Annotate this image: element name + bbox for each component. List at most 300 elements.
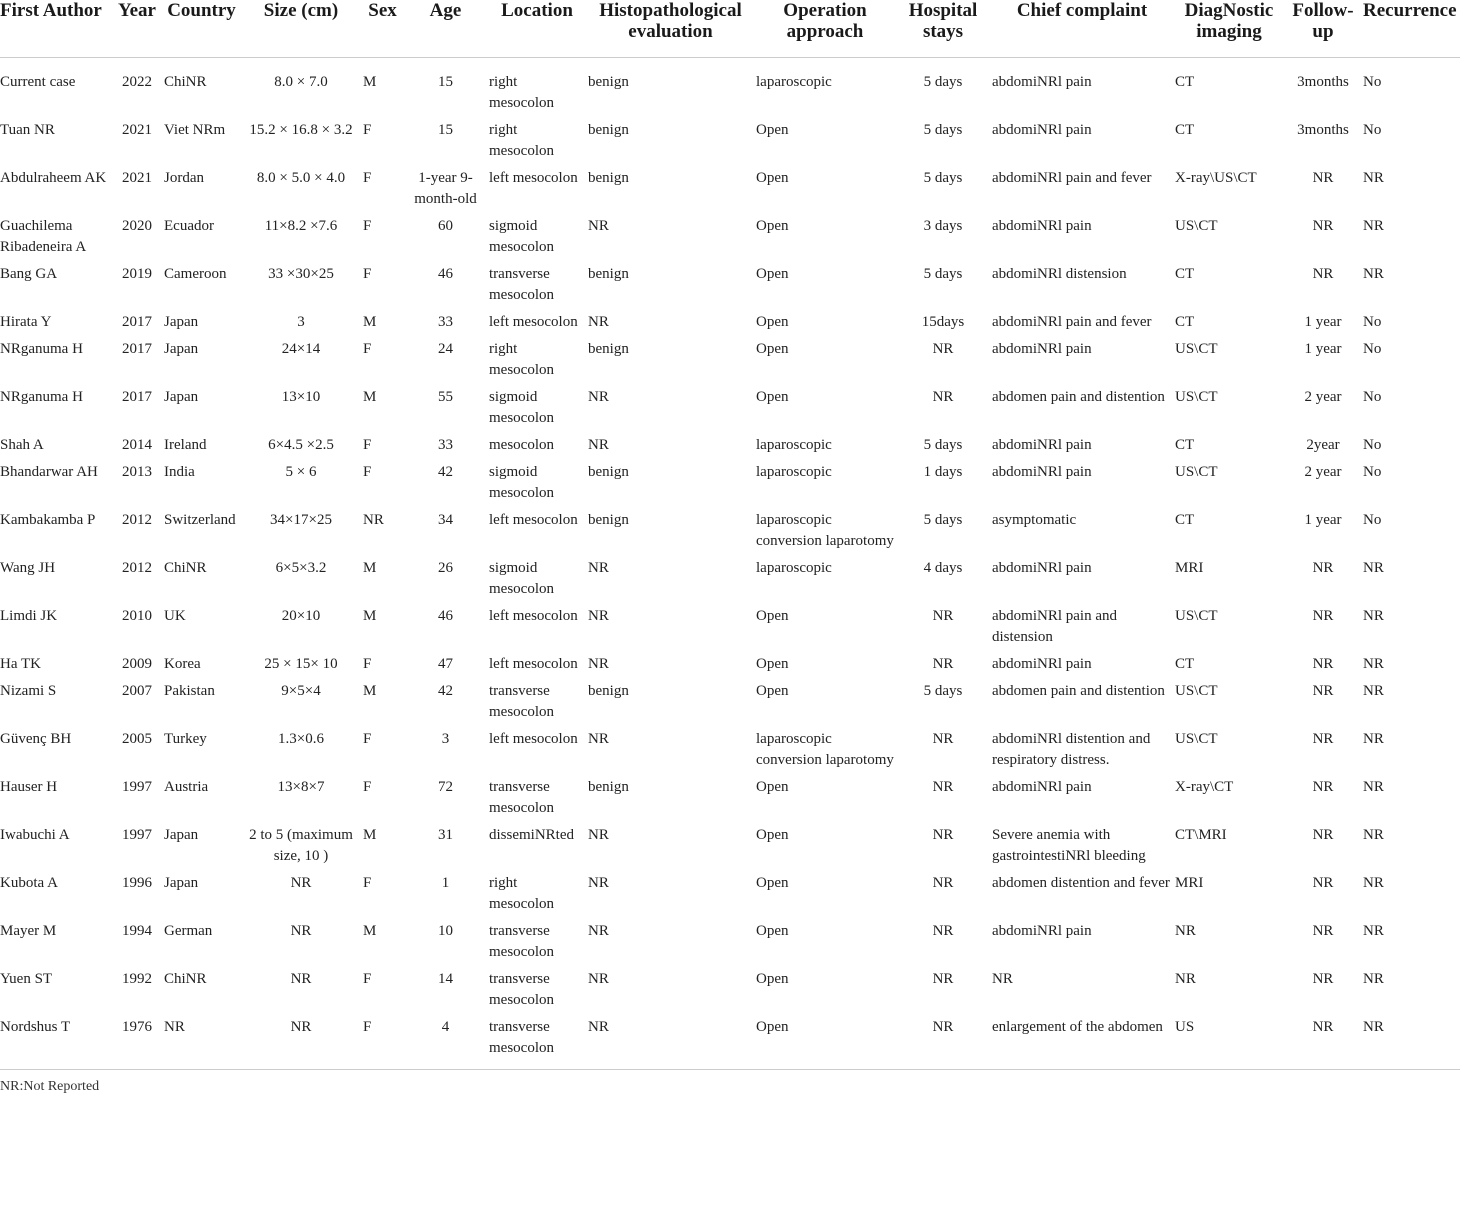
cell-recurrence: NR bbox=[1363, 560, 1384, 576]
cell-country: Ireland bbox=[164, 437, 207, 453]
cell-size: 6×5×3.2 bbox=[275, 560, 327, 576]
cell-operation-approach: laparoscopic bbox=[756, 560, 832, 576]
cell-follow-up: 1 year bbox=[1304, 512, 1342, 528]
cell-hospital-stays: 15days bbox=[921, 314, 965, 330]
cell-histopathology: NR bbox=[588, 827, 609, 843]
cell-chief-complaint: abdomiNRl pain bbox=[992, 341, 1092, 357]
cell-country: Austria bbox=[164, 779, 209, 795]
cell-sex: M bbox=[363, 827, 377, 843]
cell-follow-up: 2 year bbox=[1304, 389, 1342, 405]
cell-histopathology: benign bbox=[588, 512, 629, 528]
cell-year: 2013 bbox=[122, 464, 152, 480]
cell-country: Japan bbox=[164, 314, 199, 330]
cell-age: 42 bbox=[438, 464, 453, 480]
cell-size: 25 × 15× 10 bbox=[264, 656, 338, 672]
cell-chief-complaint: abdomiNRl pain bbox=[992, 560, 1092, 576]
table-row bbox=[0, 168, 1460, 216]
cell-histopathology: NR bbox=[588, 608, 609, 624]
table-row bbox=[0, 873, 1460, 921]
cell-chief-complaint: abdomiNRl pain and distension bbox=[992, 608, 1117, 645]
cell-chief-complaint: abdomiNRl pain and fever bbox=[992, 314, 1152, 330]
cell-recurrence: NR bbox=[1363, 218, 1384, 234]
cell-chief-complaint: asymptomatic bbox=[992, 512, 1077, 528]
table-row bbox=[0, 339, 1460, 387]
cell-first-author: Hirata Y bbox=[0, 314, 52, 330]
cell-diagnostic-imaging: CT bbox=[1175, 266, 1195, 282]
cell-size: 20×10 bbox=[281, 608, 321, 624]
cell-size: 1.3×0.6 bbox=[278, 731, 324, 747]
cell-follow-up: NR bbox=[1312, 266, 1334, 282]
cell-sex: F bbox=[363, 1017, 405, 1070]
cell-operation-approach: Open bbox=[756, 170, 789, 186]
table-row bbox=[0, 921, 1460, 969]
cell-operation-approach: Open bbox=[756, 923, 789, 939]
cell-hospital-stays: NR bbox=[932, 389, 954, 405]
cell-diagnostic-imaging: CT bbox=[1175, 74, 1195, 90]
cell-country: Korea bbox=[164, 656, 201, 672]
cell-hospital-stays: 5 days bbox=[923, 74, 963, 90]
cell-histopathology: NR bbox=[588, 656, 609, 672]
cell-year: 2012 bbox=[122, 560, 152, 576]
cell-hospital-stays: NR bbox=[932, 608, 954, 624]
cell-chief-complaint: abdomiNRl distension bbox=[992, 266, 1127, 282]
cell-first-author: Shah A bbox=[0, 437, 44, 453]
cell-size: 11×8.2 ×7.6 bbox=[264, 218, 338, 234]
table-row bbox=[0, 825, 1460, 873]
cell-recurrence: NR bbox=[1363, 875, 1384, 891]
cell-year: 2021 bbox=[122, 122, 152, 138]
cell-hospital-stays: NR bbox=[932, 731, 954, 747]
cell-hospital-stays: NR bbox=[932, 875, 954, 891]
cell-country: Jordan bbox=[164, 170, 204, 186]
cell-first-author: Güvenç BH bbox=[0, 731, 72, 747]
cell-operation-approach: Open bbox=[756, 341, 789, 357]
cell-sex: F bbox=[363, 464, 372, 480]
cell-diagnostic-imaging: NR bbox=[1175, 971, 1196, 987]
cell-first-author: Ha TK bbox=[0, 656, 41, 672]
cell-age: 26 bbox=[438, 560, 453, 576]
cell-recurrence: NR bbox=[1363, 656, 1384, 672]
cell-size: 9×5×4 bbox=[281, 683, 321, 699]
cell-age: 15 bbox=[438, 74, 453, 90]
table-row bbox=[0, 120, 1460, 168]
cell-first-author: Yuen ST bbox=[0, 971, 53, 987]
cell-operation-approach: Open bbox=[756, 608, 789, 624]
cell-recurrence: NR bbox=[1363, 779, 1384, 795]
cell-country: German bbox=[164, 923, 213, 939]
cell-chief-complaint: abdomen pain and distention bbox=[992, 389, 1165, 405]
cell-location: dissemiNRted bbox=[489, 827, 574, 843]
cell-hospital-stays: NR bbox=[932, 971, 954, 987]
cell-sex: M bbox=[363, 74, 377, 90]
cell-recurrence: NR bbox=[1363, 971, 1384, 987]
cell-location: left mesocolon bbox=[489, 656, 578, 672]
cell-hospital-stays: 3 days bbox=[923, 218, 963, 234]
header-year: Year bbox=[113, 0, 164, 58]
cell-size: 2 to 5 (maximum size, 10 ) bbox=[249, 827, 353, 864]
cell-country: UK bbox=[164, 608, 186, 624]
cell-location: sigmoid mesocolon bbox=[489, 560, 554, 597]
cell-recurrence: NR bbox=[1363, 683, 1384, 699]
cell-first-author: Kambakamba P bbox=[0, 512, 96, 528]
cell-first-author: NRganuma H bbox=[0, 389, 83, 405]
cell-year: 1996 bbox=[122, 875, 152, 891]
header-chief-complaint: Chief complaint bbox=[992, 0, 1175, 58]
cell-operation-approach: Open bbox=[756, 683, 789, 699]
cell-first-author: Kubota A bbox=[0, 875, 58, 891]
cell-size: 5 × 6 bbox=[285, 464, 317, 480]
header-histopathology: Histopathological evaluation bbox=[588, 0, 756, 58]
cell-first-author: Current case bbox=[0, 74, 76, 90]
cell-age: 31 bbox=[438, 827, 453, 843]
cell-country: ChiNR bbox=[164, 74, 207, 90]
cell-country: Pakistan bbox=[164, 683, 215, 699]
cell-size: 34×17×25 bbox=[270, 512, 332, 528]
cell-sex: F bbox=[363, 731, 372, 747]
cell-location: transverse mesocolon bbox=[489, 266, 554, 303]
cell-first-author: Nizami S bbox=[0, 683, 57, 699]
cell-operation-approach: Open bbox=[756, 218, 789, 234]
cell-hospital-stays: 5 days bbox=[923, 512, 963, 528]
cell-year: 2017 bbox=[122, 341, 152, 357]
cell-country: Switzerland bbox=[164, 512, 236, 528]
cell-sex: F bbox=[363, 266, 372, 282]
cell-hospital-stays: NR bbox=[932, 656, 954, 672]
cell-size: NR bbox=[290, 971, 312, 987]
cell-age: 15 bbox=[438, 122, 453, 138]
cell-follow-up: NR bbox=[1312, 875, 1334, 891]
cell-recurrence: NR bbox=[1363, 923, 1384, 939]
cell-year: 2014 bbox=[122, 437, 152, 453]
cell-chief-complaint: abdomiNRl pain bbox=[992, 656, 1092, 672]
cell-age: 55 bbox=[438, 389, 453, 405]
cell-follow-up: NR bbox=[1312, 779, 1334, 795]
cell-operation-approach: laparoscopic conversion laparotomy bbox=[756, 512, 894, 549]
cell-recurrence: NR bbox=[1363, 170, 1384, 186]
cell-diagnostic-imaging: CT\MRI bbox=[1175, 827, 1227, 843]
cell-chief-complaint: enlargement of the abdomen bbox=[992, 1017, 1175, 1070]
table-row bbox=[0, 510, 1460, 558]
cell-age: 4 bbox=[405, 1017, 489, 1070]
cell-first-author: Hauser H bbox=[0, 779, 58, 795]
cell-year: 2017 bbox=[122, 389, 152, 405]
cell-sex: F bbox=[363, 341, 372, 357]
cell-chief-complaint: abdomiNRl distention and respiratory distress. bbox=[992, 731, 1151, 768]
cell-recurrence: No bbox=[1363, 464, 1382, 480]
cell-histopathology: benign bbox=[588, 341, 629, 357]
cell-follow-up: NR bbox=[1312, 731, 1334, 747]
table-row bbox=[0, 462, 1460, 510]
table-row bbox=[0, 216, 1460, 264]
table-row bbox=[0, 1017, 1460, 1070]
cell-location: mesocolon bbox=[489, 437, 554, 453]
cell-diagnostic-imaging: CT bbox=[1175, 512, 1195, 528]
cell-recurrence: NR bbox=[1363, 731, 1384, 747]
cell-histopathology: NR bbox=[588, 389, 609, 405]
cell-sex: F bbox=[363, 779, 372, 795]
cell-first-author: Bang GA bbox=[0, 266, 58, 282]
cell-diagnostic-imaging: US\CT bbox=[1175, 731, 1218, 747]
header-country: Country bbox=[164, 0, 242, 58]
cell-operation-approach: Open bbox=[756, 827, 789, 843]
cell-country: Japan bbox=[164, 827, 199, 843]
cell-histopathology: NR bbox=[588, 437, 609, 453]
cell-location: right mesocolon bbox=[489, 341, 554, 378]
cell-year: 2020 bbox=[122, 218, 152, 234]
cell-size: NR bbox=[290, 875, 312, 891]
cell-chief-complaint: abdomiNRl pain bbox=[992, 779, 1092, 795]
cell-sex: F bbox=[363, 656, 372, 672]
cell-size: 33 ×30×25 bbox=[268, 266, 334, 282]
cell-country: Cameroon bbox=[164, 266, 227, 282]
cell-diagnostic-imaging: MRI bbox=[1175, 560, 1204, 576]
cell-year: 2021 bbox=[122, 170, 152, 186]
cell-sex: NR bbox=[363, 512, 384, 528]
cell-first-author: NRganuma H bbox=[0, 341, 83, 357]
cell-location: transverse mesocolon bbox=[489, 1017, 588, 1070]
cell-first-author: Mayer M bbox=[0, 923, 57, 939]
cell-country: Japan bbox=[164, 341, 199, 357]
cell-operation-approach: laparoscopic bbox=[756, 464, 832, 480]
cell-diagnostic-imaging: US\CT bbox=[1175, 389, 1218, 405]
cell-location: transverse mesocolon bbox=[489, 971, 554, 1008]
cell-year: 2010 bbox=[122, 608, 152, 624]
cell-follow-up: 1 year bbox=[1304, 341, 1342, 357]
cell-age: 33 bbox=[438, 314, 453, 330]
header-operation-approach: Operation approach bbox=[756, 0, 897, 58]
cell-histopathology: NR bbox=[588, 731, 609, 747]
cell-diagnostic-imaging: US\CT bbox=[1175, 341, 1218, 357]
header-sex: Sex bbox=[363, 0, 405, 58]
cell-chief-complaint: abdomen distention and fever bbox=[992, 875, 1170, 891]
cell-recurrence: No bbox=[1363, 389, 1382, 405]
cell-age: 42 bbox=[438, 683, 453, 699]
cell-year: 2005 bbox=[122, 731, 152, 747]
cell-hospital-stays: 1 days bbox=[923, 464, 963, 480]
cell-first-author: Tuan NR bbox=[0, 122, 55, 138]
header-recurrence: Recurrence bbox=[1363, 0, 1460, 58]
cell-location: right mesocolon bbox=[489, 74, 554, 111]
cell-chief-complaint: Severe anemia with gastrointestiNRl bleeding bbox=[992, 827, 1146, 864]
cell-recurrence: NR bbox=[1363, 266, 1384, 282]
cell-diagnostic-imaging: CT bbox=[1175, 656, 1195, 672]
cell-histopathology: NR bbox=[588, 875, 609, 891]
cell-operation-approach: laparoscopic conversion laparotomy bbox=[756, 731, 894, 768]
cell-year: 1992 bbox=[122, 971, 152, 987]
header-follow-up: Follow-up bbox=[1286, 0, 1363, 58]
cell-follow-up: 1 year bbox=[1304, 314, 1342, 330]
cell-hospital-stays: 5 days bbox=[923, 266, 963, 282]
cell-age: 46 bbox=[438, 608, 453, 624]
cell-year: 2022 bbox=[122, 74, 152, 90]
cell-chief-complaint: abdomiNRl pain bbox=[992, 923, 1092, 939]
cell-histopathology: benign bbox=[588, 122, 629, 138]
cell-recurrence: No bbox=[1363, 74, 1382, 90]
cell-age: 33 bbox=[438, 437, 453, 453]
cell-recurrence: No bbox=[1363, 512, 1382, 528]
cell-location: transverse mesocolon bbox=[489, 923, 554, 960]
cell-country: Turkey bbox=[164, 731, 207, 747]
cell-hospital-stays: 4 days bbox=[923, 560, 963, 576]
cell-operation-approach: Open bbox=[756, 656, 789, 672]
table-row bbox=[0, 681, 1460, 729]
cell-size: 8.0 × 7.0 bbox=[274, 74, 328, 90]
cell-age: 47 bbox=[438, 656, 453, 672]
cell-follow-up: NR bbox=[1312, 218, 1334, 234]
cell-sex: F bbox=[363, 122, 372, 138]
cell-year: 1976 bbox=[113, 1017, 164, 1070]
cell-size: 3 bbox=[297, 314, 305, 330]
cell-chief-complaint: NR bbox=[992, 971, 1013, 987]
cell-size: 13×8×7 bbox=[277, 779, 325, 795]
cell-location: left mesocolon bbox=[489, 608, 578, 624]
cell-size: 8.0 × 5.0 × 4.0 bbox=[256, 170, 346, 186]
cell-chief-complaint: abdomiNRl pain bbox=[992, 122, 1092, 138]
cell-diagnostic-imaging: CT bbox=[1175, 122, 1195, 138]
table-row bbox=[0, 58, 1460, 121]
cell-operation-approach: Open bbox=[756, 122, 789, 138]
cell-location: transverse mesocolon bbox=[489, 779, 554, 816]
cell-operation-approach: Open bbox=[756, 875, 789, 891]
cell-follow-up: NR bbox=[1312, 971, 1334, 987]
cell-year: 1994 bbox=[122, 923, 152, 939]
table-row bbox=[0, 729, 1460, 777]
cell-location: sigmoid mesocolon bbox=[489, 464, 554, 501]
cell-operation-approach: Open bbox=[756, 266, 789, 282]
cell-hospital-stays: 5 days bbox=[923, 437, 963, 453]
cell-operation-approach: laparoscopic bbox=[756, 74, 832, 90]
cell-age: 72 bbox=[438, 779, 453, 795]
cell-follow-up: 2 year bbox=[1304, 464, 1342, 480]
cell-sex: F bbox=[363, 875, 372, 891]
cell-follow-up: NR bbox=[1312, 827, 1334, 843]
cell-country: India bbox=[164, 464, 195, 480]
table-row bbox=[0, 264, 1460, 312]
cell-diagnostic-imaging: X-ray\CT bbox=[1175, 779, 1234, 795]
cell-sex: M bbox=[363, 314, 377, 330]
cell-sex: M bbox=[363, 923, 377, 939]
cell-diagnostic-imaging: X-ray\US\CT bbox=[1175, 170, 1257, 186]
cell-age: 60 bbox=[438, 218, 453, 234]
table-row bbox=[0, 558, 1460, 606]
cell-histopathology: NR bbox=[588, 923, 609, 939]
cell-histopathology: NR bbox=[588, 560, 609, 576]
cell-recurrence: No bbox=[1363, 314, 1382, 330]
cell-year: 2007 bbox=[122, 683, 152, 699]
cell-histopathology: benign bbox=[588, 779, 629, 795]
cell-hospital-stays: NR bbox=[932, 827, 954, 843]
cell-sex: M bbox=[363, 608, 377, 624]
cell-sex: F bbox=[363, 971, 372, 987]
cell-size: NR bbox=[290, 923, 312, 939]
cell-follow-up: NR bbox=[1312, 923, 1334, 939]
cell-chief-complaint: abdomen pain and distention bbox=[992, 683, 1165, 699]
table-row bbox=[0, 654, 1460, 681]
table-row bbox=[0, 312, 1460, 339]
cell-operation-approach: laparoscopic bbox=[756, 437, 832, 453]
cell-chief-complaint: abdomiNRl pain and fever bbox=[992, 170, 1152, 186]
cell-age: 14 bbox=[438, 971, 453, 987]
table-footnote: NR:Not Reported bbox=[0, 1079, 100, 1094]
cell-follow-up: 3months bbox=[1297, 122, 1349, 138]
cell-first-author: Iwabuchi A bbox=[0, 827, 70, 843]
table-row bbox=[0, 606, 1460, 654]
cell-follow-up: NR bbox=[1286, 1017, 1363, 1070]
cell-follow-up: NR bbox=[1312, 560, 1334, 576]
cell-country: ChiNR bbox=[164, 560, 207, 576]
cell-country: Japan bbox=[164, 389, 199, 405]
cell-recurrence: NR bbox=[1363, 608, 1384, 624]
cell-histopathology: benign bbox=[588, 170, 629, 186]
cell-histopathology: benign bbox=[588, 266, 629, 282]
cell-follow-up: 3months bbox=[1297, 74, 1349, 90]
cell-location: transverse mesocolon bbox=[489, 683, 554, 720]
cell-location: sigmoid mesocolon bbox=[489, 218, 554, 255]
cell-recurrence: NR bbox=[1363, 827, 1384, 843]
cell-operation-approach: Open bbox=[756, 1017, 897, 1070]
cell-follow-up: NR bbox=[1312, 683, 1334, 699]
table-header bbox=[0, 0, 1460, 58]
cell-year: 1997 bbox=[122, 827, 152, 843]
cell-age: 1 bbox=[441, 875, 450, 891]
cell-histopathology: NR bbox=[588, 1017, 756, 1070]
cell-location: left mesocolon bbox=[489, 512, 578, 528]
cell-diagnostic-imaging: CT bbox=[1175, 314, 1195, 330]
cell-recurrence: No bbox=[1363, 437, 1382, 453]
cell-location: right mesocolon bbox=[489, 875, 554, 912]
cell-location: left mesocolon bbox=[489, 314, 578, 330]
cell-hospital-stays: NR bbox=[932, 341, 954, 357]
cell-hospital-stays: 5 days bbox=[923, 122, 963, 138]
cell-diagnostic-imaging: MRI bbox=[1175, 875, 1204, 891]
header-row bbox=[0, 0, 1460, 58]
cell-diagnostic-imaging: NR bbox=[1175, 923, 1196, 939]
cell-recurrence: NR bbox=[1363, 1017, 1460, 1070]
cell-country: NR bbox=[164, 1017, 242, 1070]
cell-size: 6×4.5 ×2.5 bbox=[268, 437, 334, 453]
cell-country: ChiNR bbox=[164, 971, 207, 987]
cell-sex: F bbox=[363, 218, 372, 234]
table-row bbox=[0, 435, 1460, 462]
cell-first-author: Guachilema Ribadeneira A bbox=[0, 218, 87, 255]
cell-first-author: Abdulraheem AK bbox=[0, 170, 107, 186]
cell-histopathology: benign bbox=[588, 464, 629, 480]
cell-follow-up: NR bbox=[1312, 170, 1334, 186]
cell-age: 34 bbox=[438, 512, 453, 528]
cell-histopathology: NR bbox=[588, 314, 609, 330]
cell-histopathology: NR bbox=[588, 971, 609, 987]
cell-location: left mesocolon bbox=[489, 731, 578, 747]
cell-location: left mesocolon bbox=[489, 170, 578, 186]
cell-age: 46 bbox=[438, 266, 453, 282]
header-size: Size (cm) bbox=[242, 0, 363, 58]
cell-age: 1-year 9-month-old bbox=[414, 170, 477, 207]
cell-chief-complaint: abdomiNRl pain bbox=[992, 437, 1092, 453]
cell-diagnostic-imaging: CT bbox=[1175, 437, 1195, 453]
header-location: Location bbox=[489, 0, 588, 58]
cell-operation-approach: Open bbox=[756, 971, 789, 987]
cell-recurrence: No bbox=[1363, 122, 1382, 138]
cell-sex: M bbox=[363, 560, 377, 576]
cell-follow-up: 2year bbox=[1306, 437, 1340, 453]
cell-first-author: Nordshus T bbox=[0, 1017, 113, 1070]
cell-size: NR bbox=[242, 1017, 363, 1070]
cell-hospital-stays: NR bbox=[932, 779, 954, 795]
cell-sex: M bbox=[363, 389, 377, 405]
cell-diagnostic-imaging: US\CT bbox=[1175, 218, 1218, 234]
cell-year: 1997 bbox=[122, 779, 152, 795]
cell-chief-complaint: abdomiNRl pain bbox=[992, 218, 1092, 234]
